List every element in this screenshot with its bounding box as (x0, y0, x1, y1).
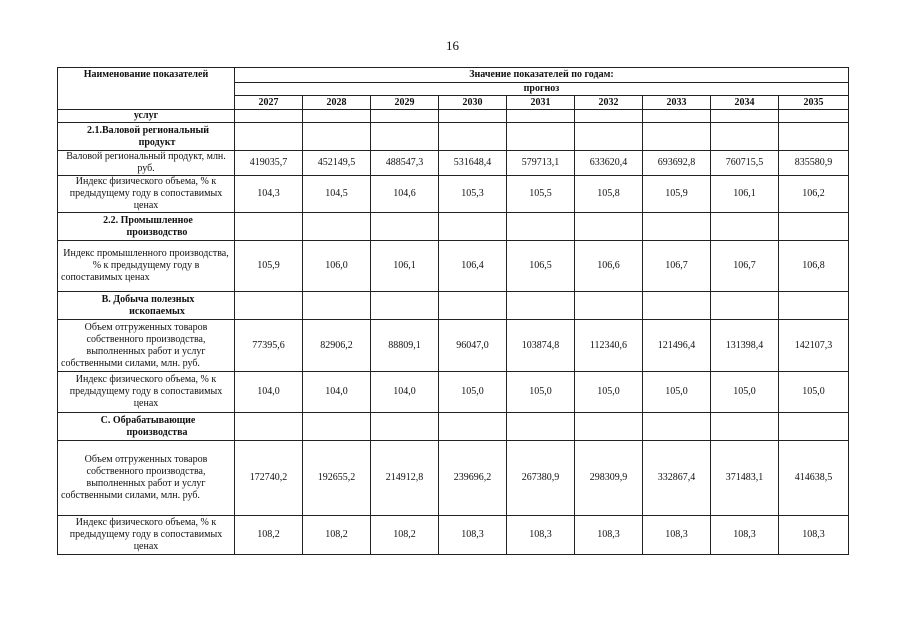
value-cell: 104,5 (303, 176, 371, 213)
section-title-row (58, 123, 849, 151)
header-name-col: Наименование показателей (58, 68, 235, 110)
empty-cell (371, 292, 439, 320)
value-cell: 121496,4 (643, 320, 711, 372)
section-title-line: 2.1.Валовой региональный (86, 124, 210, 136)
indicator-name: Объем отгруженных товаров собственного производства, выполненных работ и услуг собственными силами, млн. руб. (58, 441, 235, 516)
empty-cell (779, 213, 849, 241)
empty-cell (439, 292, 507, 320)
value-cell: 106,7 (711, 241, 779, 292)
year-header: 2027 (235, 96, 303, 110)
empty-cell (711, 413, 779, 441)
value-cell: 579713,1 (507, 151, 575, 176)
value-cell: 414638,5 (779, 441, 849, 516)
empty-cell (439, 110, 507, 123)
value-cell: 108,2 (235, 516, 303, 555)
section-title-line: 2.2. Промышленное (103, 214, 193, 226)
empty-cell (575, 292, 643, 320)
value-cell: 298309,9 (575, 441, 643, 516)
empty-cell (371, 123, 439, 151)
value-cell: 108,3 (779, 516, 849, 555)
table-body (58, 68, 849, 555)
empty-cell (643, 413, 711, 441)
year-header: 2031 (507, 96, 575, 110)
value-cell: 105,0 (575, 372, 643, 413)
empty-cell (507, 213, 575, 241)
value-cell: 108,3 (643, 516, 711, 555)
indicator-name: Индекс промышленного производства, % к предыдущему году в сопоставимых ценах (58, 241, 235, 292)
empty-cell (575, 123, 643, 151)
value-cell: 267380,9 (507, 441, 575, 516)
value-cell: 239696,2 (439, 441, 507, 516)
value-cell: 104,3 (235, 176, 303, 213)
year-header: 2032 (575, 96, 643, 110)
page-number: 16 (446, 38, 459, 53)
empty-cell (235, 292, 303, 320)
empty-cell (507, 413, 575, 441)
continuation-label: услуг (58, 110, 235, 123)
empty-cell (779, 110, 849, 123)
value-cell: 452149,5 (303, 151, 371, 176)
header-values-title: Значение показателей по годам: (235, 68, 849, 83)
value-cell: 105,0 (507, 372, 575, 413)
value-cell: 108,3 (575, 516, 643, 555)
value-cell: 108,3 (507, 516, 575, 555)
value-cell: 172740,2 (235, 441, 303, 516)
empty-cell (643, 110, 711, 123)
value-cell: 106,6 (575, 241, 643, 292)
table-row (58, 516, 849, 555)
section-title-row (58, 213, 849, 241)
year-header: 2034 (711, 96, 779, 110)
value-cell: 105,9 (235, 241, 303, 292)
value-cell: 531648,4 (439, 151, 507, 176)
value-cell: 108,2 (371, 516, 439, 555)
value-cell: 419035,7 (235, 151, 303, 176)
empty-cell (235, 123, 303, 151)
empty-cell (507, 110, 575, 123)
value-cell: 77395,6 (235, 320, 303, 372)
empty-cell (303, 123, 371, 151)
value-cell: 105,8 (575, 176, 643, 213)
value-cell: 131398,4 (711, 320, 779, 372)
value-cell: 104,6 (371, 176, 439, 213)
section-title (58, 292, 235, 320)
value-cell: 760715,5 (711, 151, 779, 176)
value-cell: 106,5 (507, 241, 575, 292)
value-cell: 488547,3 (371, 151, 439, 176)
indicator-name: Индекс физического объема, % к предыдущему году в сопоставимых ценах (58, 372, 235, 413)
empty-cell (235, 110, 303, 123)
section-title (58, 213, 235, 241)
year-header: 2035 (779, 96, 849, 110)
empty-cell (643, 292, 711, 320)
value-cell: 106,4 (439, 241, 507, 292)
value-cell: 105,3 (439, 176, 507, 213)
header-forecast-label: прогноз (235, 83, 849, 96)
empty-cell (711, 123, 779, 151)
value-cell: 693692,8 (643, 151, 711, 176)
empty-cell (371, 110, 439, 123)
section-title (58, 123, 235, 151)
value-cell: 105,0 (439, 372, 507, 413)
value-cell: 142107,3 (779, 320, 849, 372)
year-header: 2033 (643, 96, 711, 110)
empty-cell (779, 123, 849, 151)
value-cell: 214912,8 (371, 441, 439, 516)
section-title-row (58, 413, 849, 441)
table-row (58, 372, 849, 413)
indicator-name: Индекс физического объема, % к предыдущему году в сопоставимых ценах (58, 516, 235, 555)
value-cell: 105,9 (643, 176, 711, 213)
empty-cell (371, 413, 439, 441)
empty-cell (711, 213, 779, 241)
value-cell: 103874,8 (507, 320, 575, 372)
empty-cell (575, 413, 643, 441)
empty-cell (303, 413, 371, 441)
section-title-line: производства (126, 426, 188, 438)
value-cell: 106,0 (303, 241, 371, 292)
value-cell: 105,5 (507, 176, 575, 213)
empty-cell (303, 213, 371, 241)
section-title-line: С. Обрабатывающие (100, 414, 196, 426)
value-cell: 105,0 (779, 372, 849, 413)
section-title-line: производство (126, 226, 188, 238)
section-title-line: В. Добыча полезных (101, 293, 195, 305)
empty-cell (779, 413, 849, 441)
value-cell: 82906,2 (303, 320, 371, 372)
value-cell: 835580,9 (779, 151, 849, 176)
empty-cell (235, 413, 303, 441)
year-header: 2030 (439, 96, 507, 110)
empty-cell (643, 213, 711, 241)
value-cell: 96047,0 (439, 320, 507, 372)
table-row (58, 176, 849, 213)
empty-cell (711, 110, 779, 123)
section-title-line: продукт (138, 136, 176, 148)
indicators-table (57, 67, 849, 555)
value-cell: 332867,4 (643, 441, 711, 516)
table-row (58, 241, 849, 292)
table-row (58, 441, 849, 516)
section-title (58, 413, 235, 441)
value-cell: 88809,1 (371, 320, 439, 372)
year-header: 2028 (303, 96, 371, 110)
continuation-row (58, 110, 849, 123)
section-title-row (58, 292, 849, 320)
section-title-line: ископаемых (129, 305, 185, 317)
value-cell: 371483,1 (711, 441, 779, 516)
empty-cell (439, 413, 507, 441)
value-cell: 106,2 (779, 176, 849, 213)
year-header: 2029 (371, 96, 439, 110)
empty-cell (507, 292, 575, 320)
value-cell: 105,0 (711, 372, 779, 413)
value-cell: 192655,2 (303, 441, 371, 516)
value-cell: 104,0 (371, 372, 439, 413)
empty-cell (643, 123, 711, 151)
value-cell: 108,2 (303, 516, 371, 555)
value-cell: 106,7 (643, 241, 711, 292)
table-row (58, 320, 849, 372)
value-cell: 106,1 (711, 176, 779, 213)
value-cell: 106,1 (371, 241, 439, 292)
value-cell: 106,8 (779, 241, 849, 292)
value-cell: 105,0 (643, 372, 711, 413)
header-row-title (58, 68, 849, 83)
value-cell: 633620,4 (575, 151, 643, 176)
empty-cell (507, 123, 575, 151)
indicator-name: Валовой региональный продукт, млн. руб. (58, 151, 235, 176)
empty-cell (711, 292, 779, 320)
empty-cell (303, 292, 371, 320)
value-cell: 112340,6 (575, 320, 643, 372)
empty-cell (779, 292, 849, 320)
value-cell: 104,0 (235, 372, 303, 413)
empty-cell (575, 110, 643, 123)
empty-cell (235, 213, 303, 241)
indicator-name: Объем отгруженных товаров собственного производства, выполненных работ и услуг собственными силами, млн. руб. (58, 320, 235, 372)
empty-cell (439, 123, 507, 151)
empty-cell (371, 213, 439, 241)
value-cell: 108,3 (711, 516, 779, 555)
value-cell: 104,0 (303, 372, 371, 413)
empty-cell (303, 110, 371, 123)
table-row (58, 151, 849, 176)
empty-cell (439, 213, 507, 241)
value-cell: 108,3 (439, 516, 507, 555)
empty-cell (575, 213, 643, 241)
indicator-name: Индекс физического объема, % к предыдущему году в сопоставимых ценах (58, 176, 235, 213)
